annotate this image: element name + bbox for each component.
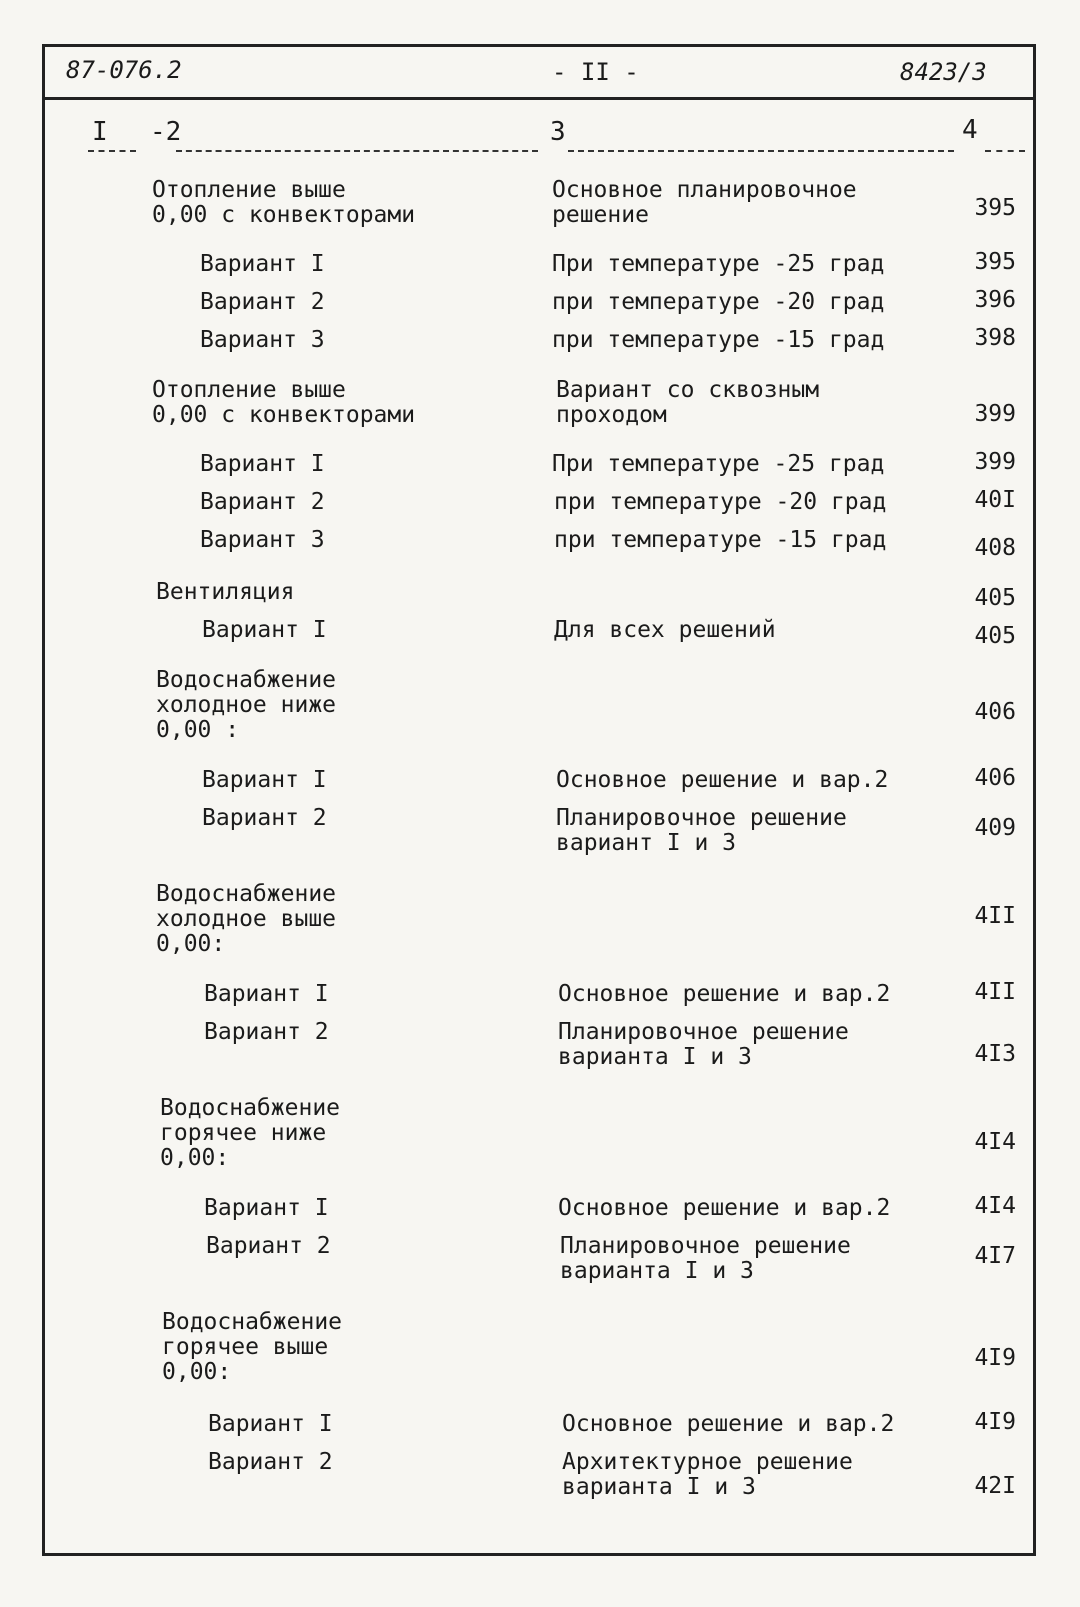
row-1-system: Отопление выше 0,00 с конвекторами — [152, 177, 416, 228]
header-dash-1 — [88, 150, 136, 152]
row-22-system: Вариант 2 — [208, 1449, 333, 1475]
row-7-page: 40I — [974, 487, 1016, 513]
row-4-page: 398 — [974, 325, 1016, 351]
row-17-page: 4I4 — [974, 1129, 1016, 1155]
row-11-page: 406 — [974, 699, 1016, 725]
page-number: - II - — [552, 58, 639, 86]
doc-code: 87-076.2 — [66, 56, 182, 84]
row-18-page: 4I4 — [974, 1193, 1016, 1219]
row-2-page: 395 — [974, 249, 1016, 275]
row-8-page: 408 — [974, 535, 1016, 561]
row-22-page: 42I — [974, 1473, 1016, 1499]
row-16-description: Планировочное решение варианта I и 3 — [558, 1019, 849, 1070]
row-18-system: Вариант I — [204, 1195, 329, 1221]
row-11-system: Водоснабжение холодное ниже 0,00 : — [156, 667, 337, 743]
row-18-description: Основное решение и вар.2 — [558, 1195, 891, 1221]
row-21-system: Вариант I — [208, 1411, 333, 1437]
row-12-system: Вариант I — [202, 767, 327, 793]
row-14-page: 4II — [974, 903, 1016, 929]
header-dash-4 — [985, 150, 1025, 152]
row-10-system: Вариант I — [202, 617, 327, 643]
row-2-description: При температуре -25 град — [552, 251, 885, 277]
row-2-system: Вариант I — [200, 251, 325, 277]
row-6-page: 399 — [974, 449, 1016, 475]
row-3-page: 396 — [974, 287, 1016, 313]
row-10-page: 405 — [974, 623, 1016, 649]
row-3-description: при температуре -20 град — [552, 289, 885, 315]
row-12-description: Основное решение и вар.2 — [556, 767, 889, 793]
row-6-system: Вариант I — [200, 451, 325, 477]
row-7-system: Вариант 2 — [200, 489, 325, 515]
row-4-system: Вариант 3 — [200, 327, 325, 353]
row-21-page: 4I9 — [974, 1409, 1016, 1435]
row-8-system: Вариант 3 — [200, 527, 325, 553]
row-9-page: 405 — [974, 585, 1016, 611]
row-13-description: Планировочное решение вариант I и 3 — [556, 805, 847, 856]
row-6-description: При температуре -25 град — [552, 451, 885, 477]
row-16-system: Вариант 2 — [204, 1019, 329, 1045]
column-header-4: 4 — [962, 115, 978, 145]
column-header-2: -2 — [150, 117, 182, 147]
row-22-description: Архитектурное решение варианта I и 3 — [562, 1449, 853, 1500]
row-15-description: Основное решение и вар.2 — [558, 981, 891, 1007]
row-16-page: 4I3 — [974, 1041, 1016, 1067]
row-15-page: 4II — [974, 979, 1016, 1005]
row-1-page: 395 — [974, 195, 1016, 221]
row-13-system: Вариант 2 — [202, 805, 327, 831]
row-12-page: 406 — [974, 765, 1016, 791]
row-7-description: при температуре -20 град — [554, 489, 887, 515]
column-header-3: 3 — [550, 117, 566, 147]
row-14-system: Водоснабжение холодное выше 0,00: — [156, 881, 337, 957]
row-5-page: 399 — [974, 401, 1016, 427]
row-19-system: Вариант 2 — [206, 1233, 331, 1259]
row-20-system: Водоснабжение горячее выше 0,00: — [162, 1309, 343, 1385]
row-1-description: Основное планировочное решение — [552, 177, 857, 228]
row-19-page: 4I7 — [974, 1243, 1016, 1269]
row-13-page: 409 — [974, 815, 1016, 841]
header-divider — [45, 97, 1033, 100]
header-dash-2 — [176, 150, 538, 152]
row-10-description: Для всех решений — [554, 617, 776, 643]
sheet-code: 8423/3 — [900, 58, 987, 86]
row-5-system: Отопление выше 0,00 с конвекторами — [152, 377, 416, 428]
row-9-system: Вентиляция — [156, 579, 295, 605]
row-5-description: Вариант со сквозным проходом — [556, 377, 820, 428]
row-19-description: Планировочное решение варианта I и 3 — [560, 1233, 851, 1284]
row-20-page: 4I9 — [974, 1345, 1016, 1371]
row-8-description: при температуре -15 град — [554, 527, 887, 553]
row-3-system: Вариант 2 — [200, 289, 325, 315]
row-15-system: Вариант I — [204, 981, 329, 1007]
header-dash-3 — [568, 150, 954, 152]
row-17-system: Водоснабжение горячее ниже 0,00: — [160, 1095, 341, 1171]
row-21-description: Основное решение и вар.2 — [562, 1411, 895, 1437]
column-header-1: I — [92, 117, 108, 147]
row-4-description: при температуре -15 град — [552, 327, 885, 353]
